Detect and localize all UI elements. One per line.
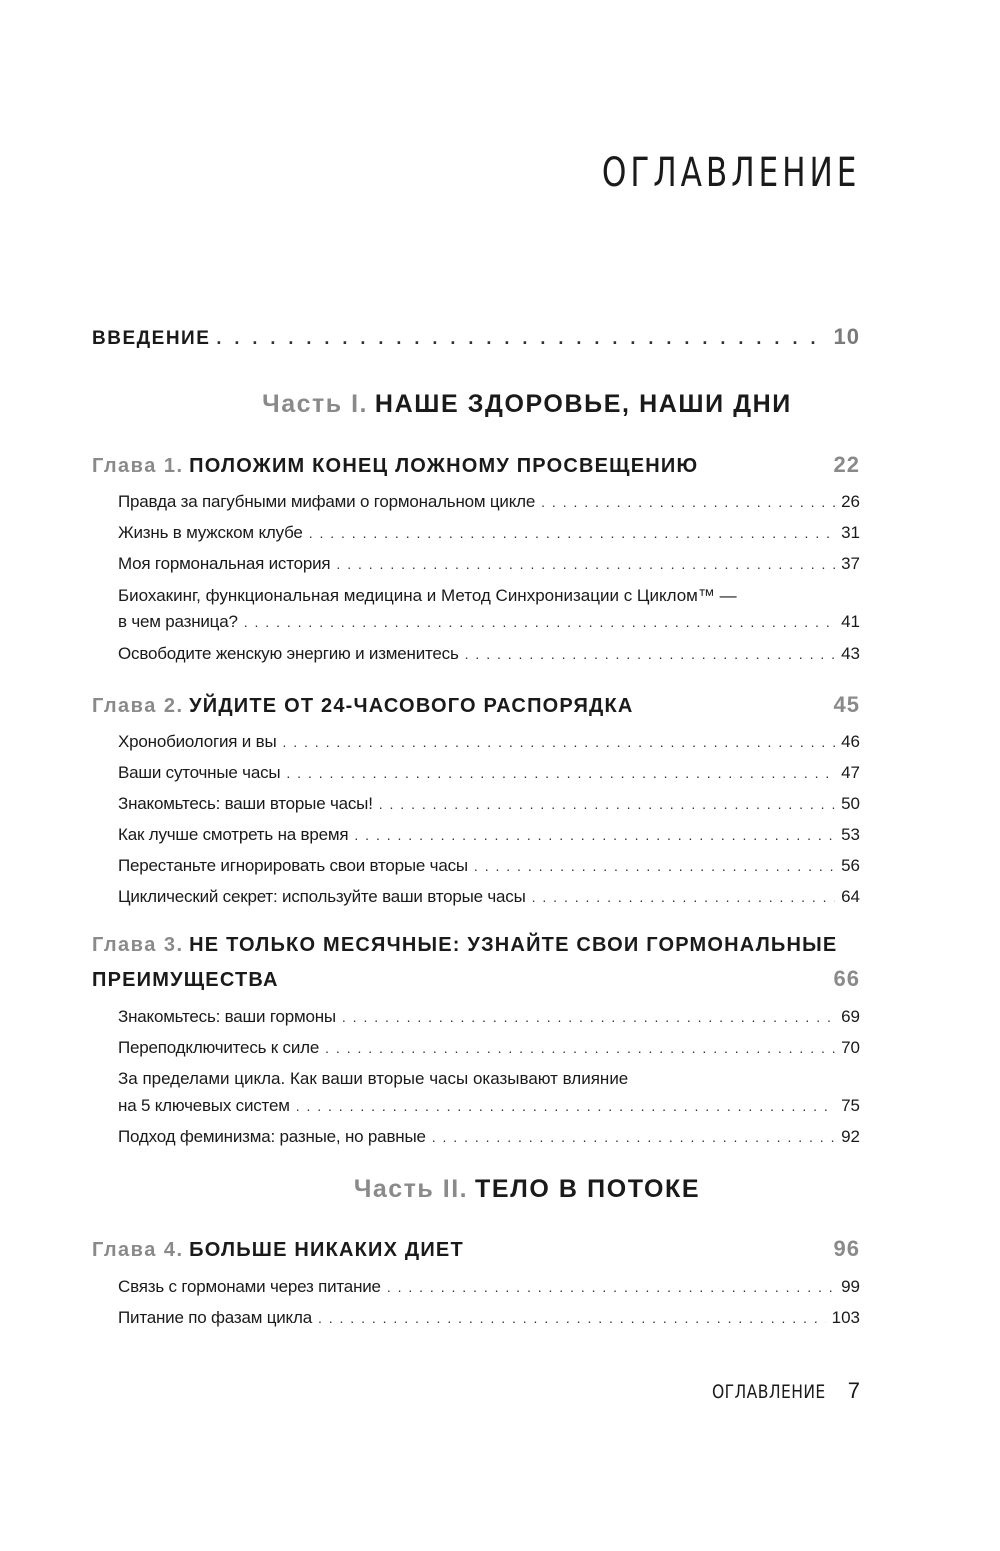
footer-label: ОГЛАВЛЕНИЕ bbox=[712, 1381, 826, 1403]
toc-section[interactable] bbox=[118, 1096, 860, 1116]
section-page: 26 bbox=[841, 492, 860, 511]
dot-leader bbox=[244, 614, 835, 630]
chapter-title-line1: НЕ ТОЛЬКО МЕСЯЧНЫЕ: УЗНАЙТЕ СВОИ ГОРМОНАЛЬНЫЕ bbox=[189, 934, 838, 956]
section-label: Ваши суточные часы bbox=[118, 763, 281, 782]
dot-leader bbox=[354, 827, 835, 843]
toc-section[interactable] bbox=[118, 856, 860, 876]
dot-leader bbox=[309, 525, 835, 541]
section-page: 69 bbox=[841, 1007, 860, 1026]
section-label: Знакомьтесь: ваши гормоны bbox=[118, 1007, 336, 1026]
toc-section[interactable] bbox=[118, 825, 860, 845]
part-heading bbox=[0, 1175, 1000, 1204]
section-label: Жизнь в мужском клубе bbox=[118, 523, 303, 542]
section-label: Питание по фазам цикла bbox=[118, 1308, 312, 1327]
dot-leader bbox=[465, 646, 835, 662]
section-label-line2: в чем разница? bbox=[118, 612, 238, 631]
section-label: Связь с гормонами через питание bbox=[118, 1277, 381, 1296]
dot-leader bbox=[541, 494, 835, 510]
section-label: Перестаньте игнорировать свои вторые часы bbox=[118, 856, 468, 875]
section-label: Моя гормональная история bbox=[118, 554, 331, 573]
toc-section[interactable] bbox=[118, 1038, 860, 1058]
chapter-title-line2: ПРЕИМУЩЕСТВА bbox=[92, 969, 279, 991]
chapter-page: 45 bbox=[833, 692, 860, 717]
toc-entry-intro[interactable] bbox=[92, 324, 860, 350]
section-page: 56 bbox=[841, 856, 860, 875]
section-page: 37 bbox=[841, 554, 860, 573]
dot-leader bbox=[432, 1129, 835, 1145]
section-label: Правда за пагубными мифами о гормональном цикле bbox=[118, 492, 536, 511]
chapter-number: Глава 4. bbox=[92, 1239, 184, 1261]
section-label: Переподключитесь к силе bbox=[118, 1038, 320, 1057]
toc-entry-page: 10 bbox=[833, 324, 860, 349]
toc-section[interactable] bbox=[118, 612, 860, 632]
toc-entry-label: ВВЕДЕНИЕ bbox=[92, 328, 211, 349]
toc-section[interactable] bbox=[118, 644, 860, 664]
chapter-page: 22 bbox=[833, 452, 860, 477]
section-page: 41 bbox=[841, 612, 860, 631]
page-number: 7 bbox=[847, 1378, 860, 1403]
section-page: 70 bbox=[841, 1038, 860, 1057]
chapter-title: УЙДИТЕ ОТ 24-ЧАСОВОГО РАСПОРЯДКА bbox=[189, 695, 634, 717]
chapter-number: Глава 1. bbox=[92, 455, 184, 477]
toc-section[interactable] bbox=[118, 1277, 860, 1297]
part-number: Часть I. bbox=[262, 390, 368, 418]
section-label: Освободите женскую энергию и изменитесь bbox=[118, 644, 459, 663]
toc-section[interactable] bbox=[118, 732, 860, 752]
section-label-line2: на 5 ключевых систем bbox=[118, 1096, 290, 1115]
toc-section[interactable] bbox=[118, 1007, 860, 1027]
toc-chapter-continued[interactable] bbox=[92, 966, 860, 992]
chapter-title: БОЛЬШЕ НИКАКИХ ДИЕТ bbox=[189, 1239, 464, 1261]
section-page: 53 bbox=[841, 825, 860, 844]
section-page: 99 bbox=[841, 1277, 860, 1296]
toc-chapter[interactable] bbox=[92, 1236, 860, 1262]
dot-leader bbox=[296, 1098, 835, 1114]
page-title: ОГЛАВЛЕНИЕ bbox=[601, 150, 860, 196]
section-page: 103 bbox=[831, 1308, 860, 1327]
section-page: 75 bbox=[841, 1096, 860, 1115]
chapter-title: ПОЛОЖИМ КОНЕЦ ЛОЖНОМУ ПРОСВЕЩЕНИЮ bbox=[189, 455, 699, 477]
dot-leader bbox=[387, 1279, 835, 1295]
section-label-line1[interactable]: За пределами цикла. Как ваши вторые часы оказывают влияние bbox=[118, 1069, 629, 1088]
section-page: 43 bbox=[841, 644, 860, 663]
toc-section[interactable] bbox=[118, 1308, 860, 1328]
dot-leader bbox=[286, 765, 835, 781]
dot-leader bbox=[216, 328, 827, 349]
dot-leader bbox=[325, 1040, 835, 1056]
dot-leader bbox=[532, 889, 835, 905]
toc-section[interactable] bbox=[118, 492, 860, 512]
toc-section[interactable] bbox=[118, 1127, 860, 1147]
toc-chapter[interactable] bbox=[92, 934, 860, 957]
dot-leader bbox=[282, 734, 835, 750]
section-label: Подход феминизма: разные, но равные bbox=[118, 1127, 426, 1146]
part-title: ТЕЛО В ПОТОКЕ bbox=[475, 1175, 701, 1203]
toc-chapter[interactable] bbox=[92, 692, 860, 718]
chapter-number: Глава 2. bbox=[92, 695, 184, 717]
section-page: 46 bbox=[841, 732, 860, 751]
chapter-page: 96 bbox=[833, 1236, 860, 1261]
toc-section[interactable] bbox=[118, 523, 860, 543]
section-label: Как лучше смотреть на время bbox=[118, 825, 349, 844]
toc-section[interactable] bbox=[118, 554, 860, 574]
chapter-page: 66 bbox=[833, 966, 860, 991]
toc-chapter[interactable] bbox=[92, 452, 860, 478]
dot-leader bbox=[336, 556, 835, 572]
section-label-line1[interactable]: Биохакинг, функциональная медицина и Метод Синхронизации с Циклом™ — bbox=[118, 586, 737, 605]
toc-section[interactable] bbox=[118, 763, 860, 783]
section-page: 64 bbox=[841, 887, 860, 906]
dot-leader bbox=[474, 858, 835, 874]
toc-section[interactable] bbox=[118, 794, 860, 814]
toc-section[interactable] bbox=[118, 887, 860, 907]
section-label: Знакомьтесь: ваши вторые часы! bbox=[118, 794, 373, 813]
dot-leader bbox=[342, 1009, 835, 1025]
dot-leader bbox=[318, 1310, 826, 1326]
part-heading bbox=[0, 390, 1000, 419]
dot-leader bbox=[379, 796, 835, 812]
running-footer bbox=[687, 1378, 860, 1404]
section-label: Циклический секрет: используйте ваши вторые часы bbox=[118, 887, 526, 906]
section-label: Хронобиология и вы bbox=[118, 732, 277, 751]
section-page: 31 bbox=[841, 523, 860, 542]
section-page: 92 bbox=[841, 1127, 860, 1146]
part-number: Часть II. bbox=[353, 1175, 469, 1203]
part-title: НАШЕ ЗДОРОВЬЕ, НАШИ ДНИ bbox=[374, 390, 792, 418]
chapter-number: Глава 3. bbox=[92, 934, 184, 956]
section-page: 47 bbox=[841, 763, 860, 782]
section-page: 50 bbox=[841, 794, 860, 813]
